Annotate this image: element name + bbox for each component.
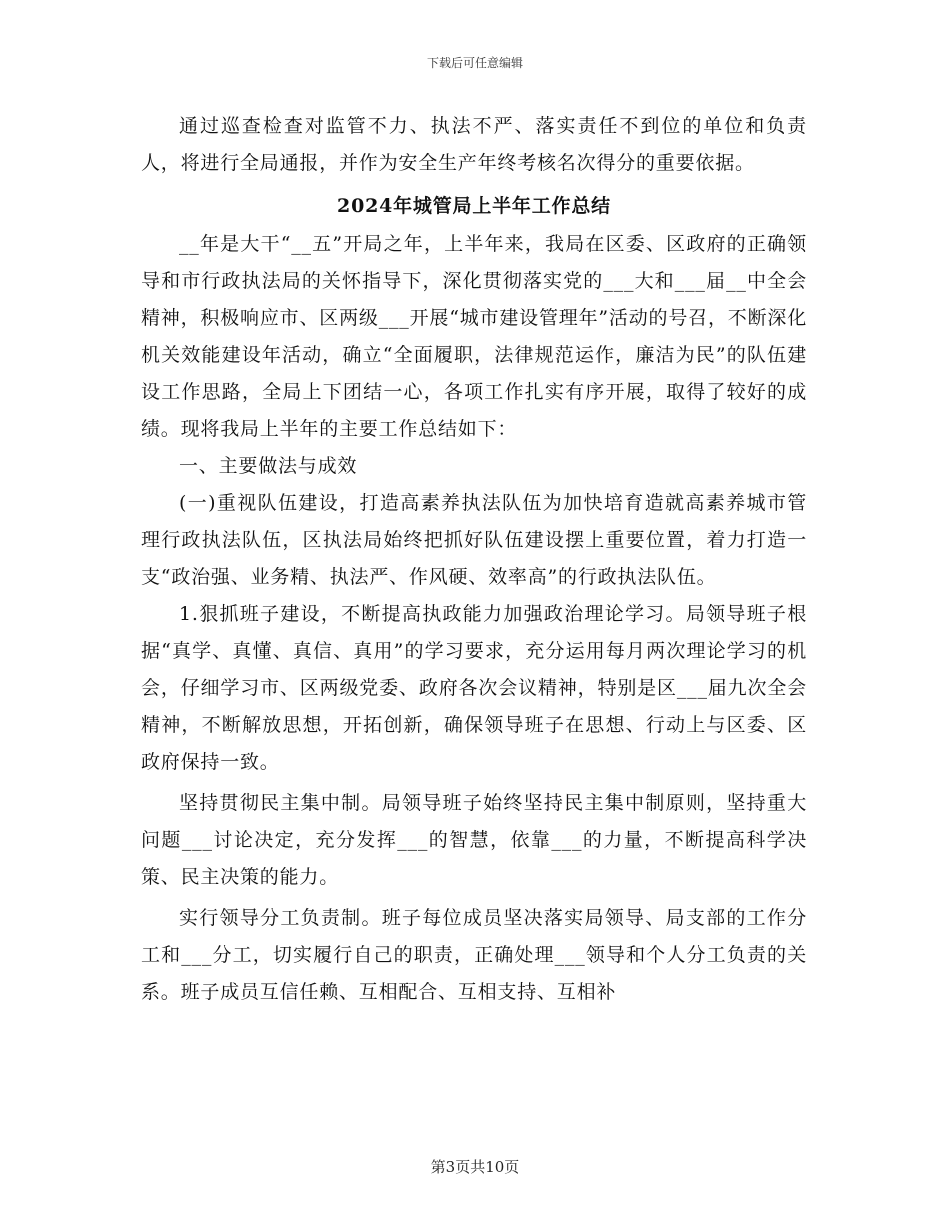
intro-paragraph: 通过巡查检查对监管不力、执法不严、落实责任不到位的单位和负责人，将进行全局通报，并作为安全生产年终考核名次得分的重要依据。	[141, 115, 807, 174]
section-heading-main-practices: 一、主要做法与成效	[179, 455, 358, 477]
document-title: 2024年城管局上半年工作总结	[337, 195, 611, 217]
paragraph-opening: __年是大干“__五”开局之年，上半年来，我局在区委、区政府的正确领导和市行政执法局的关怀指导下，深化贯彻落实党的___大和___届__中全会精神，积极响应市、区两级___开展“城市建设管理年”活动的号召，不断深化机关效能建设年活动，确立“全面履职，法律规范运作，廉洁为民”的队伍建设工作思路，全局上下团结一心，各项工作扎实有序开展，取得了较好的成绩。现将我局上半年的主要工作总结如下：	[141, 233, 807, 440]
document-body	[141, 108, 807, 1011]
paragraph-leadership-building: 1.狠抓班子建设，不断提高执政能力加强政治理论学习。局领导班子根据“真学、真懂、真信、真用”的学习要求，充分运用每月两次理论学习的机会，仔细学习市、区两级党委、政府各次会议精神，特别是区___届九次全会精神，不断解放思想，开拓创新，确保领导班子在思想、行动上与区委、区政府保持一致。	[141, 603, 807, 773]
paragraph-division-of-responsibility: 实行领导分工负责制。班子每位成员坚决落实局领导、局支部的工作分工和___分工，切实履行自己的职责，正确处理___领导和个人分工负责的关系。班子成员互信任赖、互相配合、互相支持、互相补	[141, 907, 807, 1003]
page-header-note: 下载后可任意编辑	[426, 56, 523, 70]
paragraph-team-building: (一)重视队伍建设，打造高素养执法队伍为加快培育造就高素养城市管理行政执法队伍，区执法局始终把抓好队伍建设摆上重要位置，着力打造一支“政治强、业务精、执法严、作风硬、效率高”的行政执法队伍。	[141, 492, 807, 588]
paragraph-democratic-centralism: 坚持贯彻民主集中制。局领导班子始终坚持民主集中制原则，坚持重大问题___讨论决定，充分发挥___的智慧，依靠___的力量，不断提高科学决策、民主决策的能力。	[141, 792, 807, 888]
page-number: 第3页共10页	[430, 1158, 520, 1176]
